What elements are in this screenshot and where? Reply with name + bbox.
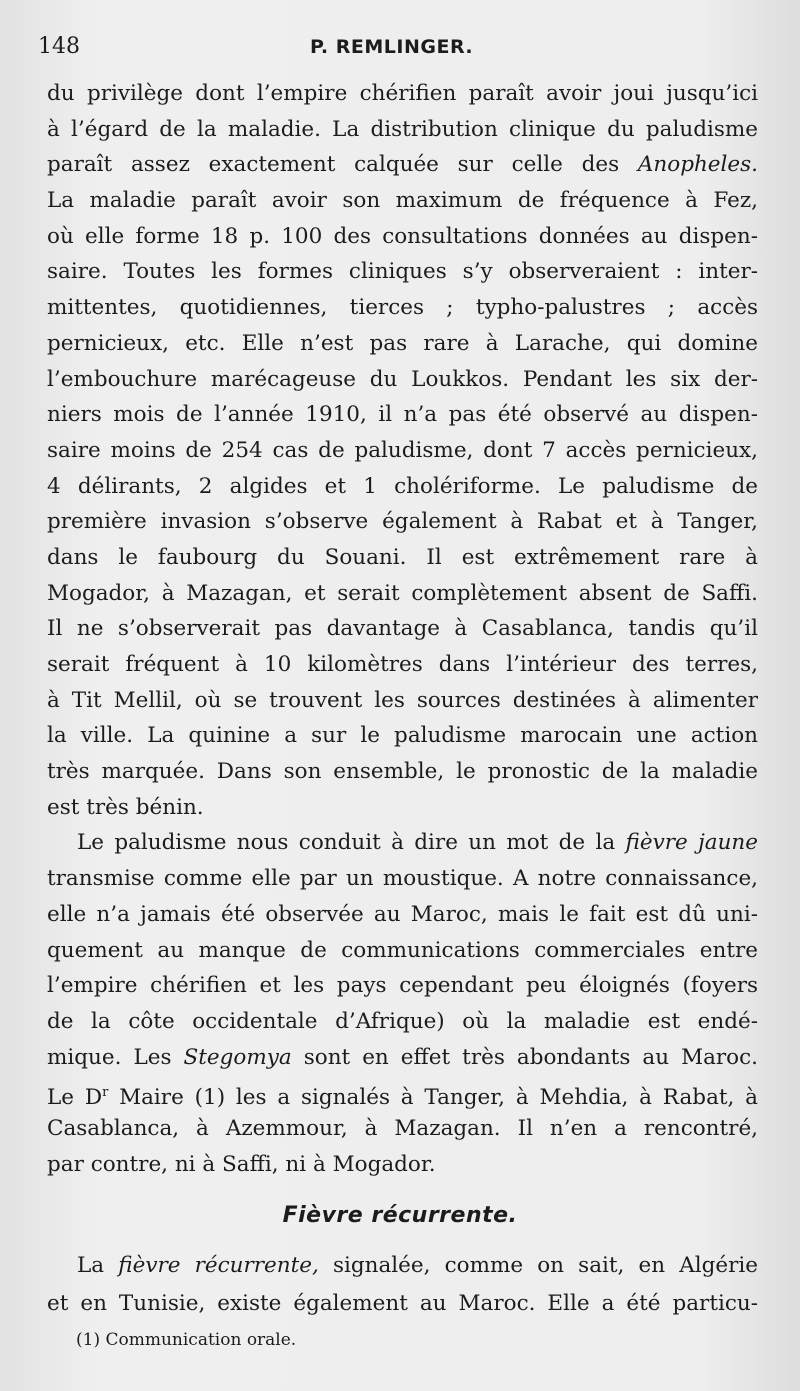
italic-term: Stegomya: [183, 1044, 292, 1070]
italic-term: fièvre récurrente,: [118, 1253, 319, 1278]
text-line: à l’égard de la maladie. La distribution clinique du paludisme: [47, 116, 758, 142]
text-line: pernicieux, etc. Elle n’est pas rare à Larache, qui domine: [47, 330, 758, 356]
superscript: r: [102, 1085, 109, 1101]
running-head: P. REMLINGER.: [310, 36, 474, 58]
text-line: à Tit Mellil, où se trouvent les sources destinées à alimenter: [47, 687, 758, 713]
text-line: quement au manque de communications commerciales entre: [47, 937, 758, 963]
italic-term: Anopheles.: [637, 152, 758, 178]
text-segment: Le paludisme nous conduit à dire un mot de la: [77, 830, 626, 856]
page-number: 148: [38, 34, 80, 59]
section-heading: Fièvre récurrente.: [282, 1203, 518, 1228]
text-line: par contre, ni à Saffi, ni à Mogador.: [47, 1151, 436, 1177]
text-line: [47, 1075, 758, 1111]
text-line: est très bénin.: [47, 794, 204, 820]
text-line: première invasion s’observe également à Rabat et à Tanger,: [47, 509, 758, 535]
text-line: Il ne s’observerait pas davantage à Casablanca, tandis qu’il: [47, 616, 758, 642]
text-segment: mique. Les: [47, 1044, 184, 1070]
text-line: [47, 1040, 758, 1076]
page-header: [38, 34, 760, 64]
text-line: elle n’a jamais été observée au Maroc, mais le fait est dû uni-: [47, 901, 758, 927]
text-line: niers mois de l’année 1910, il n’a pas été observé au dispen-: [47, 402, 758, 428]
paragraph-fievre-recurrente: [47, 1247, 758, 1323]
text-line: dans le faubourg du Souani. Il est extrêmement rare à: [47, 544, 758, 570]
text-line: [47, 825, 758, 861]
text-line: La maladie paraît avoir son maximum de fréquence à Fez,: [47, 188, 758, 214]
text-line: Mogador, à Mazagan, et serait complètement absent de Saffi.: [47, 580, 758, 606]
text-line: et en Tunisie, existe également au Maroc. Elle a été particu-: [47, 1291, 758, 1316]
text-line: où elle forme 18 p. 100 des consultations données au dispen-: [47, 223, 758, 249]
text-segment: sont en effet très abondants au Maroc.: [291, 1044, 758, 1070]
text-line: [47, 1247, 758, 1285]
text-line: la ville. La quinine a sur le paludisme marocain une action: [47, 723, 758, 749]
text-line: l’embouchure marécageuse du Loukkos. Pendant les six der-: [47, 366, 758, 392]
text-line: mittentes, quotidiennes, tierces ; typho-palustres ; accès: [47, 295, 758, 321]
text-line: Casablanca, à Azemmour, à Mazagan. Il n’en a rencontré,: [47, 1115, 758, 1141]
text-segment: paraît assez exactement calquée sur celle des: [47, 152, 638, 178]
text-segment: La: [77, 1253, 119, 1278]
text-segment: Maire (1) les a signalés à Tanger, à Mehdia, à Rabat, à: [108, 1085, 758, 1111]
text-line: [47, 147, 758, 183]
text-line: saire moins de 254 cas de paludisme, dont 7 accès pernicieux,: [47, 437, 758, 463]
italic-term: fièvre jaune: [625, 830, 758, 856]
text-line: transmise comme elle par un moustique. A notre connaissance,: [47, 866, 758, 892]
text-line: serait fréquent à 10 kilomètres dans l’intérieur des terres,: [47, 652, 758, 677]
text-segment: Le D: [47, 1085, 103, 1111]
text-segment: signalée, comme on sait, en Algérie: [318, 1253, 758, 1278]
text-line: très marquée. Dans son ensemble, le pronostic de la maladie: [47, 759, 758, 785]
text-line: de la côte occidentale d’Afrique) où la maladie est endé-: [47, 1008, 758, 1034]
footnote: (1) Communication orale.: [76, 1330, 297, 1350]
text-line: saire. Toutes les formes cliniques s’y observeraient : inter-: [47, 259, 758, 285]
text-line: l’empire chérifien et les pays cependant peu éloignés (foyers: [47, 973, 758, 999]
text-line: 4 délirants, 2 algides et 1 cholériforme. Le paludisme de: [47, 473, 758, 499]
main-text: [47, 76, 758, 1182]
text-line: du privilège dont l’empire chérifien paraît avoir joui jusqu’ici: [47, 81, 758, 106]
